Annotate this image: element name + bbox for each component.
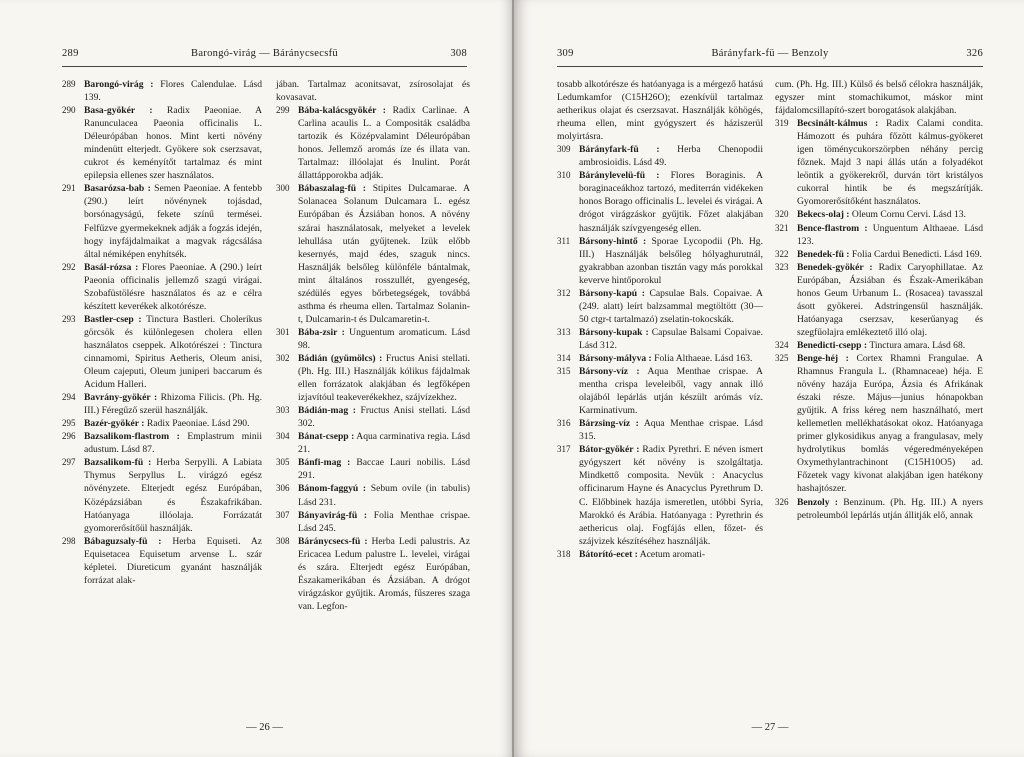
dictionary-entry — [62, 456, 262, 534]
entry-headword: Bársony-víz : — [579, 366, 640, 378]
entry-number: 310 — [557, 170, 571, 181]
entry-number: 325 — [775, 352, 789, 363]
entry-text — [84, 78, 262, 104]
left-column-2 — [276, 78, 470, 613]
entry-number: 323 — [775, 261, 789, 272]
entry-definition: Tinctura amara. Lásd 68. — [867, 339, 966, 351]
left-running-title: Barongó-virág — Báránycsecsfü — [191, 48, 338, 59]
entry-headword: Bárzsing-víz : — [579, 418, 639, 430]
entry-number: 315 — [557, 366, 571, 377]
dictionary-entry — [557, 548, 763, 561]
entry-definition: Aqua Menthae crispae. Lásd 315. — [579, 418, 763, 443]
entry-definition: Herba Ledi palustris. Az Ericacea Ledum palustre L. levelei, virágai és szára. Elterjedt egész Európában, Északamerikában és Ázsiában. A drógot virágzáskor gyűjtik. Aromás, fűszeres szaga van. Legfon- — [298, 535, 470, 612]
entry-number: 293 — [62, 313, 76, 324]
entry-text — [298, 104, 470, 182]
entry-headword: Bársony-kapú : — [579, 287, 645, 299]
entry-text — [579, 169, 763, 234]
left-folio: — 26 — — [246, 722, 283, 733]
continued-text: jában. Tartalmaz aconitsavat, zsírosolajat és kovasavat. — [276, 79, 470, 104]
entry-definition: Unguentum aromaticum. Lásd 98. — [298, 326, 470, 351]
entry-headword: Benedek-fü : — [797, 248, 850, 260]
entry-headword: Bába-kalácsgyökér : — [298, 105, 386, 117]
entry-number: 294 — [62, 392, 76, 403]
entry-number: 289 — [62, 79, 76, 89]
entry-number: 322 — [775, 248, 789, 259]
entry-headword: Bádián-mag : — [298, 405, 356, 417]
entry-headword: Bánom-faggyú : — [298, 483, 367, 495]
entry-headword: Benzoly : — [797, 496, 838, 508]
entry-definition: Folia Menthae crispae. Lásd 245. — [298, 509, 470, 534]
entry-number: 301 — [276, 326, 290, 337]
entry-definition: Radix Paeoniae. A Ranunculacea Paeonia officinalis L. Déleurópában honos. Mint kerti növény mindenütt elterjedt. Gyökere sok cserzsavat, cukrot és keményítőt tartalmaz és mint epilepsia ellenes szer használatos. — [84, 105, 262, 182]
right-entry-range: 326 — [966, 48, 983, 59]
dictionary-entry — [775, 261, 983, 339]
entry-headword: Benedicti-csepp : — [797, 339, 868, 351]
entry-text — [84, 313, 262, 391]
entry-definition: Tinctura Bastleri. Choleríkus görcsök és különlegesen cholera ellen használatos cseppek. Alkotórészei : Tinctura cinnamomi, Spiritus Aetheris, Oleum anisi, Oleum cajeputi, Oleum juniperi baccarum és Acidum Halleri. — [84, 313, 262, 391]
entry-headword: Bársony-hintő : — [579, 235, 647, 247]
entry-number: 302 — [276, 352, 290, 363]
dictionary-entry — [276, 182, 470, 326]
dictionary-entry — [557, 169, 763, 234]
entry-number: 307 — [276, 509, 290, 520]
entry-headword: Benedek-gyökér : — [797, 261, 873, 273]
entry-text — [579, 352, 763, 365]
continued-text: cum. (Ph. Hg. III.) Külső és belső célokra használják, egyszer mint stomachikumot, máskor mint fájdalomcsillapító-szert borogatások alakjában. — [775, 79, 983, 117]
dictionary-entry — [775, 222, 983, 248]
right-running-title: Bárányfark-fü — Benzoly — [711, 48, 829, 59]
dictionary-entry — [62, 535, 262, 587]
right-head-rule — [557, 66, 983, 67]
entry-definition: Flores Calendulae. Lásd 139. — [84, 79, 262, 104]
right-folio: — 27 — — [751, 722, 789, 733]
dictionary-entry — [62, 104, 262, 182]
entry-headword: Basa-gyökér : — [84, 105, 153, 117]
entry-text — [797, 352, 983, 496]
entry-headword: Benge-héj : — [797, 352, 849, 364]
entry-text — [84, 430, 262, 456]
dictionary-entry — [557, 235, 763, 287]
entry-headword: Báránycsecs-fü : — [298, 535, 368, 547]
entry-text — [579, 287, 763, 326]
entry-headword: Bazér-gyökér : — [84, 418, 145, 430]
entry-headword: Bánfi-mag : — [298, 457, 351, 469]
entry-number: 290 — [62, 105, 76, 116]
dictionary-entry — [62, 417, 262, 430]
dictionary-entry — [276, 456, 470, 482]
entry-text — [797, 261, 983, 339]
entry-text — [579, 548, 763, 561]
dictionary-entry — [557, 326, 763, 352]
left-head-rule — [62, 66, 467, 67]
right-page — [513, 0, 1024, 757]
entry-headword: Bátorító-ecet : — [579, 548, 638, 560]
entry-definition: Benzinum. (Ph. Hg. III.) A nyers petroleumból lepárlás utján állitják elő, annak — [797, 496, 983, 521]
entry-definition: Folia Cardui Benedicti. Lásd 169. — [849, 248, 982, 260]
entry-number: 295 — [62, 418, 76, 429]
entry-number: 316 — [557, 418, 571, 429]
left-entry-range: 308 — [450, 48, 467, 59]
entry-number: 321 — [775, 222, 789, 233]
dictionary-entry — [557, 443, 763, 547]
entry-definition: Cortex Rhamni Frangulae. A Rhamnus Frangula L. (Rhamnaceae) héja. E növény hazája Európa, Ázsia és Afrikának északi része. Május—junius hónapokban gyűjtik. A friss kéreg nem használható, mert kellemetlen mellékhatásokat okoz. Hatóanyaga primer glykosidikus anyag a frangulasav, mely hydrolytikus bomlás végeredményeképen Oxymethylantrachinont (C15H10O5) ad. Főzetek vagy kivonat alakjában igen hatékony hashajtószer. — [797, 352, 984, 495]
entry-headword: Bábaszalag-fü : — [298, 183, 366, 195]
entry-number: 311 — [557, 235, 571, 246]
entry-headword: Bába-zsir : — [298, 326, 345, 338]
entry-definition: Herba Chenopodii ambrosioidis. Lásd 49. — [579, 144, 763, 169]
left-running-head — [62, 48, 467, 64]
entry-text — [797, 117, 983, 208]
entry-definition: Radix Pyrethri. E néven ismert gyógyszert két növény is szolgáltatja. Mindkettő composita. Nevük : Anacyclus officinarum Hayne és Anacyclus Pyrethrum D. C. Előbbinek hazája ismeretlen, utóbbi Syria, Marokkó és Arábia. Hatóanyaga : Pyrethrin és aethericus olaj. Fogfájás ellen, főzet- és szájvizek készítéséhez használják. — [579, 444, 763, 547]
entry-text — [579, 443, 763, 547]
entry-headword: Bazsalikom-flastrom : — [84, 431, 180, 443]
entry-definition: Herba Serpylli. A Labiata Thymus Serpyllus L. virágzó egész növényzete. Elterjedt egész Európában, Középázsiában és Északafrikában. Hatóanyaga illóolaja. Forrázatát gyomorerősítőül használják. — [84, 457, 262, 534]
entry-number: 303 — [276, 405, 290, 416]
entry-definition: Radix Paeoniae. Lásd 290. — [144, 418, 250, 430]
entry-number: 317 — [557, 444, 571, 455]
entry-text — [84, 391, 262, 417]
entry-headword: Bence-flastrom : — [797, 222, 868, 234]
entry-definition: Acetum aromati- — [637, 548, 706, 560]
entry-definition: Folia Althaeae. Lásd 163. — [651, 352, 753, 364]
entry-definition: Flores Paeoniae. A (290.) leírt Paeonia officinalis jellemző szagú virágai. Szobafüstölésre használatos és az e célra készített keverékek alkotórésze. — [84, 261, 263, 312]
entry-number: 292 — [62, 261, 76, 272]
entry-headword: Bányavirág-fü : — [298, 509, 368, 521]
entry-number: 300 — [276, 183, 290, 194]
dictionary-entry — [276, 352, 470, 404]
right-page-number: 309 — [557, 48, 574, 59]
entry-text — [298, 482, 470, 508]
entry-text — [579, 235, 763, 287]
dictionary-entry — [62, 182, 262, 260]
entry-text — [298, 456, 470, 482]
entry-number: 308 — [276, 535, 290, 546]
dictionary-entry — [557, 143, 763, 169]
entry-definition: Oleum Cornu Cervi. Lásd 13. — [849, 209, 966, 221]
entry-definition: Stipites Dulcamarae. A Solanacea Solanum Dulcamara L. egész Európában és Ázsiában honos. A növény szárai használatosak, melyeket a levelek lehullása után gyűjtenek. Izük előbb kesernyés, majd édes, szaguk nincs. Használják belsőleg különféle bántalmak, mint általános rosszullét, gyengeség, szédülés egyes bőrbetegségek, továbbá asthma és rheuma ellen. Tartalmaz Solanin-t, Dulcamarin-t és Dulcamaretin-t. — [298, 183, 470, 325]
dictionary-entry — [276, 404, 470, 430]
entry-definition: Rhizoma Filicis. (Ph. Hg. III.) Féregűző szerül használják. — [84, 392, 262, 417]
entry-definition: Radix Carlinae. A Carlina acaulis L. a Compositák családba tartozik és Középvalamint Déleurópában honos. Jellemző aromás íze és illata van. Tartalmaz: illóolajat és Inulint. Porát állattápporokba adják. — [298, 105, 470, 182]
entry-text — [298, 535, 470, 613]
entry-text — [797, 248, 983, 261]
dictionary-entry — [62, 261, 262, 313]
entry-definition: Radix Calami condita. Hámozott és puhára főzött kálmus-gyökeret igen töménycukorszörpben néhány percig főznek. Majd 3 napi állás után a folyadékot leöntik a gyökerekről, durván tört kristályos cukorral hintik be és megszárítják. Gyomorerősítőként használatos. — [797, 118, 983, 208]
entry-definition: Semen Paeoniae. A fentebb (290.) leírt növénynek tojásdad, borsónagyságú, fekete színű termései. Felfűzve gyermekeknek adják a fogzás idején, hogy inyfájdalmaikat a magvak rágcsálása által némiképen enyhítsék. — [84, 183, 263, 260]
dictionary-entry — [62, 313, 262, 391]
dictionary-entry — [62, 391, 262, 417]
dictionary-entry — [276, 104, 470, 182]
entry-definition: Emplastrum minii adustum. Lásd 87. — [84, 431, 263, 456]
entry-text — [298, 182, 470, 326]
dictionary-entry — [276, 535, 470, 613]
entry-definition: Unguentum Althaeae. Lásd 123. — [797, 222, 983, 247]
right-column-2 — [775, 78, 983, 522]
entry-definition: Aqua Menthae crispae. A mentha crispa leveleiből, vagy annak illó olajából lepárlás utján készült arómás víz. Karminativum. — [579, 366, 763, 417]
entry-headword: Bavrány-gyökér : — [84, 392, 158, 404]
entry-definition: Sebum ovile (in tabulis) Lásd 231. — [298, 483, 470, 508]
entry-text — [579, 326, 763, 352]
entry-text — [84, 535, 262, 587]
left-column-1 — [62, 78, 262, 587]
entry-text — [797, 496, 983, 522]
dictionary-entry — [775, 208, 983, 221]
entry-headword: Bastler-csep : — [84, 313, 142, 325]
entry-headword: Bádián (gyümölcs) : — [298, 352, 383, 364]
dictionary-entry — [775, 496, 983, 522]
entry-text — [579, 365, 763, 417]
entry-text — [298, 404, 470, 430]
entry-number: 296 — [62, 431, 76, 442]
entry-text — [84, 182, 262, 260]
entry-text — [84, 261, 262, 313]
entry-number: 298 — [62, 535, 76, 546]
dictionary-entry — [775, 117, 983, 208]
entry-text — [298, 430, 470, 456]
entry-headword: Basál-rózsa : — [84, 261, 139, 273]
entry-text — [84, 456, 262, 534]
right-column-1 — [557, 78, 763, 561]
entry-definition: Fructus Anisi stellati. Lásd 302. — [298, 405, 471, 430]
entry-definition: Fructus Anisi stellati. (Ph. Hg. III.) Használják kólikus fájdalmak ellen forrázatok alakjában és legfőképen izjavítóul teakeverékekhez, szájvízekhez. — [298, 352, 470, 404]
entry-number: 291 — [62, 183, 76, 194]
entry-headword: Becsinált-kálmus : — [797, 118, 879, 130]
dictionary-entry — [557, 352, 763, 365]
left-page-number: 289 — [62, 48, 79, 59]
entry-definition: Baccae Lauri nobilis. Lásd 291. — [298, 457, 471, 482]
entry-definition: Capsulae Balsami Copaivae. Lásd 312. — [579, 326, 764, 351]
dictionary-entry — [775, 352, 983, 496]
continued-text: tosabb alkotórésze és hatóanyaga is a mérgező hatású Ledumkamfor (C15H26O); ezenkívül tartalmaz aetherikus olajat és cserzsavat. Használják köhögés, rheuma ellen, mint gyógyszert és háziszerül molyirtásra. — [557, 79, 763, 143]
entry-definition: Herba Equiseti. Az Equisetacea Equisetum arvense L. szár képletei. Diureticum gyanánt használják forrázat alak- — [84, 535, 262, 586]
entry-text — [797, 222, 983, 248]
entry-number: 320 — [775, 209, 789, 220]
dictionary-entry — [276, 430, 470, 456]
dictionary-entry — [276, 482, 470, 508]
entry-number: 326 — [775, 496, 789, 507]
entry-number: 309 — [557, 144, 571, 155]
entry-number: 297 — [62, 457, 76, 468]
entry-headword: Bazsalikom-fü : — [84, 457, 152, 469]
entry-headword: Báránylevelü-fü : — [579, 170, 660, 182]
dictionary-entry — [557, 417, 763, 443]
entry-definition: Sporae Lycopodii (Ph. Hg. III.) Használják belsőleg hólyaghurutnál, gyakrabban azonban tisztán vagy más porokkal keverve hintőporokul — [579, 235, 763, 286]
dictionary-entry — [557, 287, 763, 326]
entry-headword: Bábaguzsaly-fü : — [84, 535, 162, 547]
entry-text — [579, 417, 763, 443]
entry-headword: Bánat-csepp : — [298, 431, 355, 443]
entry-number: 313 — [557, 326, 571, 337]
entry-text — [797, 208, 983, 221]
right-running-head — [557, 48, 983, 64]
dictionary-entry — [276, 326, 470, 352]
entry-headword: Bárányfark-fü : — [579, 144, 660, 156]
entry-definition: Aqua carminativa regia. Lásd 21. — [298, 431, 470, 456]
entry-number: 304 — [276, 431, 290, 442]
entry-number: 306 — [276, 483, 290, 494]
dictionary-entry — [557, 365, 763, 417]
entry-text — [298, 509, 470, 535]
entry-headword: Basarózsa-bab : — [84, 183, 151, 195]
entry-text — [298, 352, 470, 404]
dictionary-entry — [62, 78, 262, 104]
entry-headword: Bársony-kupak : — [579, 326, 649, 338]
entry-headword: Bekecs-olaj : — [797, 209, 850, 221]
entry-number: 319 — [775, 118, 789, 129]
entry-headword: Bátor-gyökér : — [579, 444, 640, 456]
entry-number: 324 — [775, 339, 789, 350]
entry-number: 299 — [276, 105, 290, 116]
entry-headword: Bársony-mályva : — [579, 352, 652, 364]
binding-gutter — [512, 0, 514, 757]
entry-number: 318 — [557, 548, 571, 559]
entry-headword: Barongó-virág : — [84, 79, 154, 90]
entry-text — [579, 143, 763, 169]
entry-text — [298, 326, 470, 352]
entry-text — [797, 339, 983, 352]
entry-number: 305 — [276, 457, 290, 468]
dictionary-entry — [276, 509, 470, 535]
entry-number: 314 — [557, 352, 571, 363]
entry-text — [84, 104, 262, 182]
dictionary-entry — [775, 339, 983, 352]
entry-number: 312 — [557, 287, 571, 298]
dictionary-entry — [62, 430, 262, 456]
entry-text — [84, 417, 262, 430]
entry-definition: Capsulae Bals. Copaivae. A (249. alatt) leírt balzsammal megtöltött (30—50 ctgr-t tartalmazó) zselatin-tokocskák. — [579, 287, 763, 325]
dictionary-entry — [775, 248, 983, 261]
entry-definition: Radix Caryophillatae. Az Európában, Ázsiában és Észak-Amerikában honos Geum Urbanum L. (Rosacea) tavasszal ásott gyökerei. Adstringensül használják. Hatóanyaga cserzsav, keserűanyag és szegfűolajra emlékeztető illó olaj. — [797, 261, 983, 338]
entry-definition: Flores Boraginis. A boraginaceákhoz tartozó, mediterrán vidékeken honos Borago officinalis L. levelei és virágai. A drógot virágzáskor gyűjtik. Főzet alakjában használják szívgyengeség ellen. — [579, 170, 763, 234]
